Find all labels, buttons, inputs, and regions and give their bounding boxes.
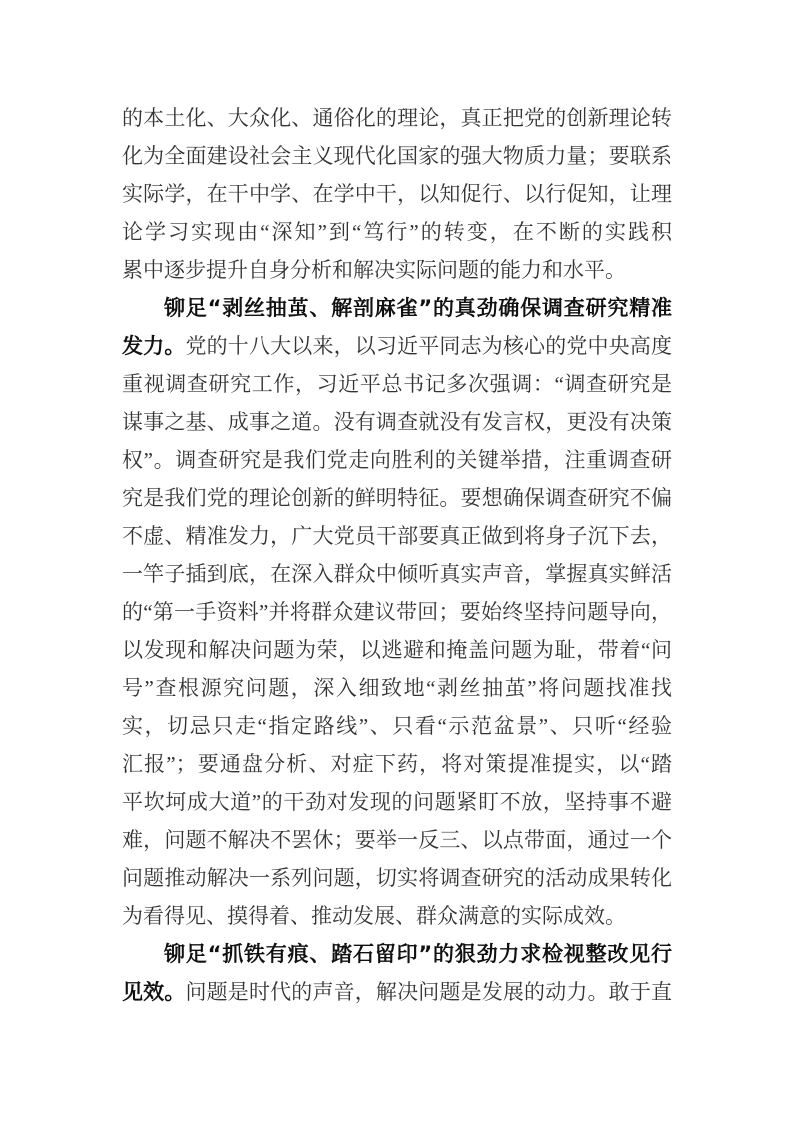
paragraph-line: 权”。调查研究是我们党走向胜利的关键举措，注重调查研 (122, 448, 672, 472)
paragraph-line: 究是我们党的理论创新的鲜明特征。要想确保调查研究不偏 (122, 486, 672, 510)
paragraph-line: 的本土化、大众化、通俗化的理论，真正把党的创新理论转 (122, 106, 672, 130)
paragraph-line: 不虚、精准发力，广大党员干部要真正做到将身子沉下去， (122, 524, 672, 548)
paragraph-2 (122, 289, 672, 935)
paragraph-line: 问题推动解决一系列问题，切实将调查研究的活动成果转化 (122, 866, 672, 890)
paragraph-line: 重视调查研究工作，习近平总书记多次强调：“调查研究是 (122, 372, 672, 396)
paragraph-line (122, 327, 672, 365)
paragraph-text: 问题是时代的声音，解决问题是发展的动力。敢于直 (185, 980, 672, 1004)
paragraph-line (122, 973, 672, 1011)
paragraph-line: 以发现和解决问题为荣，以逃避和掩盖问题为耻，带着“问 (122, 638, 672, 662)
paragraph-1 (122, 99, 672, 289)
paragraph-line: 化为全面建设社会主义现代化国家的强大物质力量；要联系 (122, 144, 672, 168)
section-heading-tail: 发力。 (122, 334, 186, 358)
paragraph-line: 论学习实现由“深知”到“笃行”的转变，在不断的实践积 (122, 220, 672, 244)
paragraph-line: 汇报”；要通盘分析、对症下药，将对策提准提实，以“踏 (122, 752, 672, 776)
paragraph-line: 的“第一手资料”并将群众建议带回；要始终坚持问题导向， (122, 600, 672, 624)
paragraph-line: 一竿子插到底，在深入群众中倾听真实声音，掌握真实鲜活 (122, 562, 672, 586)
section-heading-tail: 见效。 (122, 980, 186, 1004)
paragraph-line: 难，问题不解决不罢休；要举一反三、以点带面，通过一个 (122, 828, 672, 852)
paragraph-line: 为看得见、摸得着、推动发展、群众满意的实际成效。 (122, 904, 626, 928)
paragraph-line: 谋事之基、成事之道。没有调查就没有发言权，更没有决策 (122, 410, 672, 434)
paragraph-text: 党的十八大以来，以习近平同志为核心的党中央高度 (185, 334, 672, 358)
document-page (122, 99, 672, 1011)
paragraph-line: 累中逐步提升自身分析和解决实际问题的能力和水平。 (122, 258, 626, 282)
paragraph-line: 实，切忌只走“指定路线”、只看“示范盆景”、只听“经验 (122, 714, 672, 738)
paragraph-line: 平坎坷成大道”的干劲对发现的问题紧盯不放，坚持事不避 (122, 790, 672, 814)
section-heading: 铆足“抓铁有痕、踏石留印”的狠劲力求检视整改见行 (164, 942, 672, 966)
paragraph-3 (122, 935, 672, 1011)
paragraph-line: 号”查根源究问题，深入细致地“剥丝抽茧”将问题找准找 (122, 676, 672, 700)
section-heading: 铆足“剥丝抽茧、解剖麻雀”的真劲确保调查研究精准 (164, 296, 672, 320)
paragraph-line: 实际学，在干中学、在学中干，以知促行、以行促知，让理 (122, 182, 672, 206)
